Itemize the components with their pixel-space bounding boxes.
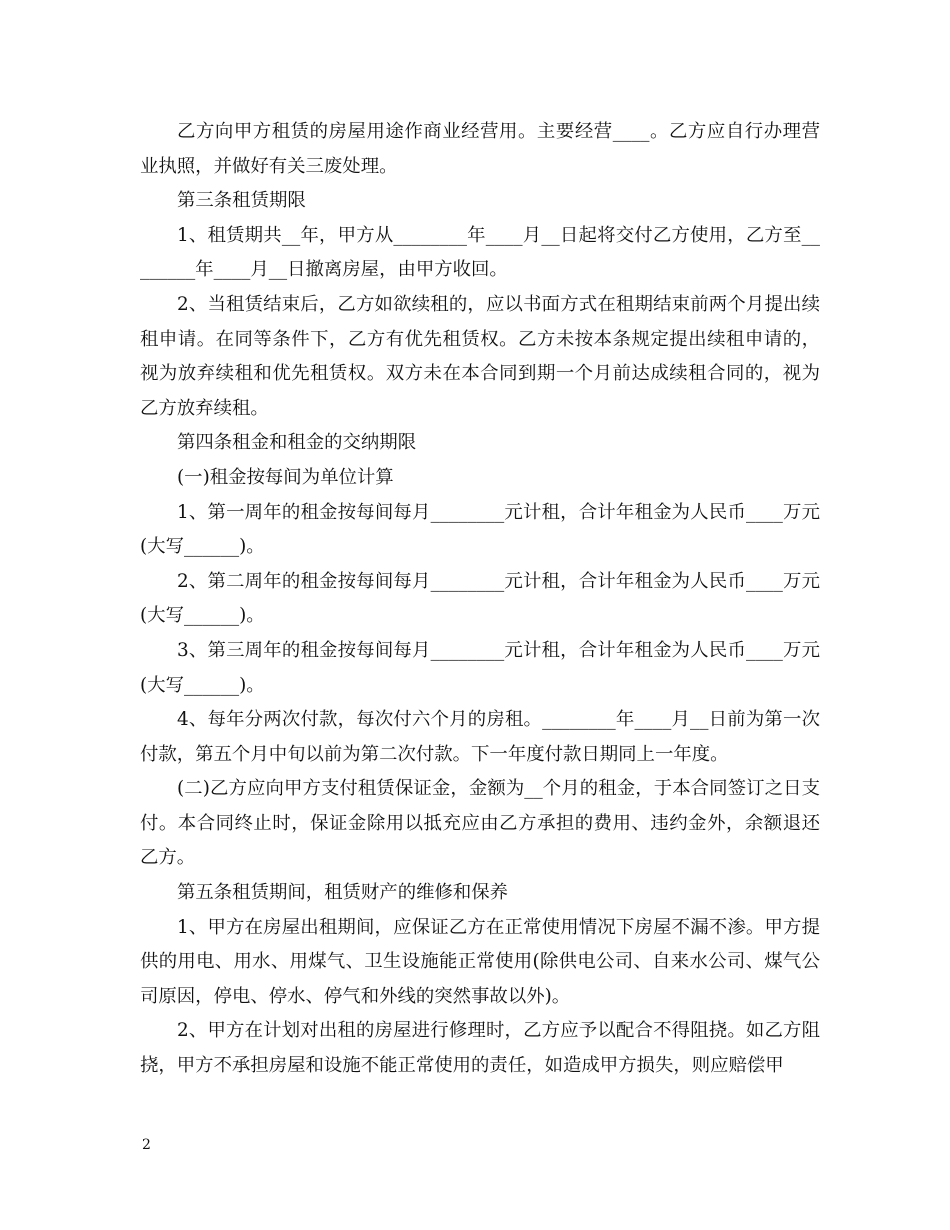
heading-article-5: 第五条租赁期间，租赁财产的维修和保养: [177, 882, 509, 904]
heading-article-3: 第三条租赁期限: [177, 190, 306, 212]
subheading-rent-unit: (一)租金按每间为单位计算: [177, 466, 394, 488]
paragraph-maintenance-2: 2、甲方在计划对出租的房屋进行修理时，乙方应予以配合不得阻挠。如乙方阻挠，甲方不承担房屋和设施不能正常使用的责任，如造成甲方损失，则应赔偿甲: [140, 1020, 820, 1077]
paragraph-rent-year-3: 3、第三周年的租金按每间每月________元计租，合计年租金为人民币____万元(大写______)。: [140, 639, 820, 696]
paragraph-usage: 乙方向甲方租赁的房屋用途作商业经营用。主要经营____。乙方应自行办理营业执照，并做好有关三废处理。: [140, 121, 820, 177]
paragraph-renewal: 2、当租赁结束后，乙方如欲续租的，应以书面方式在租期结束前两个月提出续租申请。在同等条件下，乙方有优先租赁权。乙方未按本条规定提出续租申请的，视为放弃续租和优先租赁权。双方未在本合同到期一个月前达成续租合同的，视为乙方放弃续租。: [140, 293, 820, 419]
paragraph-rent-year-2: 2、第二周年的租金按每间每月________元计租，合计年租金为人民币____万元(大写______)。: [140, 570, 820, 627]
paragraph-deposit: (二)乙方应向甲方支付租赁保证金，金额为__个月的租金，于本合同签订之日支付。本合同终止时，保证金除用以抵充应由乙方承担的费用、违约金外，余额退还乙方。: [140, 778, 820, 869]
paragraph-payment-schedule: 4、每年分两次付款，每次付六个月的房租。________年____月__日前为第一次付款，第五个月中旬以前为第二次付款。下一年度付款日期同上一年度。: [140, 709, 820, 765]
paragraph-maintenance-1: 1、甲方在房屋出租期间，应保证乙方在正常使用情况下房屋不漏不渗。甲方提供的用电、用水、用煤气、卫生设施能正常使用(除供电公司、自来水公司、煤气公司原因，停电、停水、停气和外线的突然事故以外)。: [140, 916, 820, 1007]
paragraph-rent-year-1: 1、第一周年的租金按每间每月________元计租，合计年租金为人民币____万元(大写______)。: [140, 501, 820, 558]
page-number: 2: [142, 1137, 151, 1153]
document-body: [140, 115, 820, 1084]
paragraph-lease-term: 1、租赁期共__年，甲方从________年____月__日起将交付乙方使用，乙方至________年____月__日撤离房屋，由甲方收回。: [140, 224, 820, 281]
heading-article-4: 第四条租金和租金的交纳期限: [177, 432, 417, 454]
